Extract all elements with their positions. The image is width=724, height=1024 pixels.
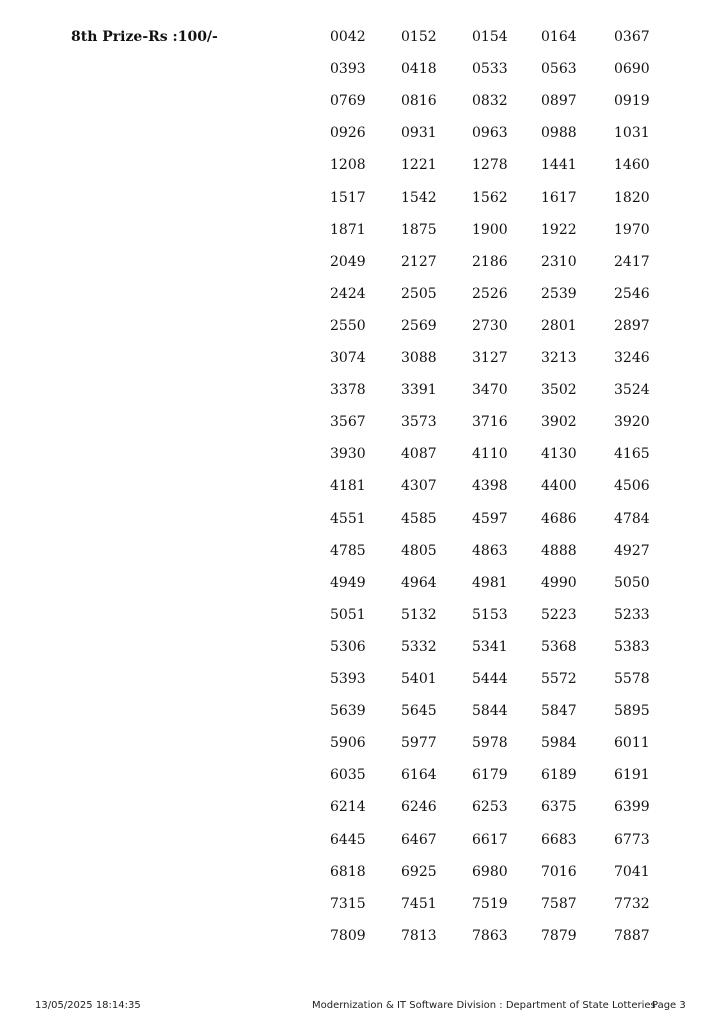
- winning-number: 5383: [614, 638, 650, 655]
- winning-number: 5223: [541, 606, 577, 623]
- winning-number: 6980: [472, 863, 508, 880]
- winning-number: 0690: [614, 61, 650, 78]
- winning-number: 7863: [472, 927, 508, 944]
- winning-number: 4181: [330, 478, 366, 495]
- winning-number: 5153: [472, 606, 508, 623]
- winning-number: 5906: [330, 735, 366, 752]
- winning-number: 2546: [614, 285, 650, 302]
- winning-number: 5977: [401, 735, 437, 752]
- winning-number: 3573: [401, 414, 437, 431]
- winning-number: 2730: [472, 317, 508, 334]
- winning-number: 5306: [330, 638, 366, 655]
- winning-number: 2417: [614, 253, 650, 270]
- print-timestamp: 13/05/2025 18:14:35: [35, 1000, 141, 1011]
- winning-number: 4990: [541, 574, 577, 591]
- winning-number: 5401: [401, 671, 437, 687]
- winning-number: 5444: [472, 671, 508, 687]
- winning-number: 4400: [541, 478, 577, 495]
- winning-number: 6683: [541, 831, 577, 848]
- winning-number: 1562: [472, 189, 508, 206]
- winning-number: 5645: [401, 703, 437, 720]
- winning-number: 6189: [541, 767, 577, 784]
- winning-number: 1922: [541, 221, 577, 238]
- winning-number: 3074: [330, 350, 366, 366]
- winning-number: 3502: [541, 382, 577, 399]
- winning-number: 0164: [541, 29, 577, 45]
- winning-number: 2127: [401, 253, 437, 270]
- winning-number: 7519: [472, 895, 508, 912]
- winning-number: 2186: [472, 253, 508, 270]
- winning-number: 7887: [614, 927, 650, 944]
- winning-number: 2539: [541, 285, 577, 302]
- winning-number: 3930: [330, 446, 366, 463]
- winning-number: 2897: [614, 317, 650, 334]
- winning-number: 0393: [330, 61, 366, 78]
- winning-number: 1517: [330, 189, 366, 206]
- winning-number: 6467: [401, 831, 437, 848]
- winning-number: 0563: [541, 61, 577, 78]
- winning-number: 3524: [614, 382, 650, 399]
- winning-number: 7041: [614, 863, 650, 880]
- winning-number: 7587: [541, 895, 577, 912]
- winning-number: 4307: [401, 478, 437, 495]
- winning-number: 3088: [401, 350, 437, 366]
- winning-number: 2526: [472, 285, 508, 302]
- winning-number: 4398: [472, 478, 508, 495]
- winning-number: 1460: [614, 157, 650, 174]
- winning-number: 4981: [472, 574, 508, 591]
- winning-number: 4130: [541, 446, 577, 463]
- winning-number: 5393: [330, 671, 366, 687]
- winning-number: 1221: [401, 157, 437, 174]
- winning-number: 6246: [401, 799, 437, 816]
- winning-number: 5978: [472, 735, 508, 752]
- winning-number: 5233: [614, 606, 650, 623]
- winning-number: 7879: [541, 927, 577, 944]
- winning-number: 2424: [330, 285, 366, 302]
- winning-number: 4551: [330, 510, 366, 527]
- winning-number: 0816: [401, 93, 437, 110]
- winning-number: 2550: [330, 317, 366, 334]
- winning-number: 4506: [614, 478, 650, 495]
- winning-number: 3378: [330, 382, 366, 399]
- winning-number: 0931: [401, 125, 437, 142]
- winning-number: 3213: [541, 350, 577, 366]
- winning-number: 0897: [541, 93, 577, 110]
- winning-number: 4585: [401, 510, 437, 527]
- winning-number: 0533: [472, 61, 508, 78]
- winning-number: 1031: [614, 125, 650, 142]
- winning-number: 3470: [472, 382, 508, 399]
- winning-number: 7813: [401, 927, 437, 944]
- winning-number: 5847: [541, 703, 577, 720]
- winning-number: 6011: [614, 735, 650, 752]
- winning-number: 6214: [330, 799, 366, 816]
- winning-number: 4165: [614, 446, 650, 463]
- winning-number: 4964: [401, 574, 437, 591]
- winning-number: 5051: [330, 606, 366, 623]
- winning-number: 6035: [330, 767, 366, 784]
- winning-number: 5572: [541, 671, 577, 687]
- winning-number: 1871: [330, 221, 366, 238]
- winning-number: 1208: [330, 157, 366, 174]
- winning-number: 6773: [614, 831, 650, 848]
- winning-number: 5332: [401, 638, 437, 655]
- page-number: Page 3: [652, 1000, 686, 1011]
- winning-number: 3391: [401, 382, 437, 399]
- winning-number: 0042: [330, 29, 366, 45]
- winning-number: 6253: [472, 799, 508, 816]
- winning-number: 6179: [472, 767, 508, 784]
- winning-number: 7809: [330, 927, 366, 944]
- winning-number: 4784: [614, 510, 650, 527]
- winning-number: 4686: [541, 510, 577, 527]
- winning-number: 2049: [330, 253, 366, 270]
- winning-number: 3567: [330, 414, 366, 431]
- winning-number: 5132: [401, 606, 437, 623]
- winning-number: 1875: [401, 221, 437, 238]
- winning-number: 0963: [472, 125, 508, 142]
- winning-number: 6617: [472, 831, 508, 848]
- winning-number: 3716: [472, 414, 508, 431]
- winning-number: 4863: [472, 542, 508, 559]
- winning-number: 2505: [401, 285, 437, 302]
- winning-number: 0988: [541, 125, 577, 142]
- winning-number: 1441: [541, 157, 577, 174]
- winning-number: 5844: [472, 703, 508, 720]
- winning-number: 0769: [330, 93, 366, 110]
- winning-number: 6818: [330, 863, 366, 880]
- winning-number: 0926: [330, 125, 366, 142]
- winning-number: 0919: [614, 93, 650, 110]
- winning-number: 5639: [330, 703, 366, 720]
- winning-number: 3920: [614, 414, 650, 431]
- winning-number: 2569: [401, 317, 437, 334]
- footer-division: Modernization & IT Software Division : Department of State Lotteries: [312, 1000, 656, 1011]
- winning-number: 0154: [472, 29, 508, 45]
- winning-number: 2801: [541, 317, 577, 334]
- winning-number: 3246: [614, 350, 650, 366]
- winning-number: 1970: [614, 221, 650, 238]
- winning-number: 4805: [401, 542, 437, 559]
- winning-number: 3902: [541, 414, 577, 431]
- winning-number: 3127: [472, 350, 508, 366]
- winning-number: 1900: [472, 221, 508, 238]
- winning-number: 5050: [614, 574, 650, 591]
- winning-number: 4597: [472, 510, 508, 527]
- winning-number: 5895: [614, 703, 650, 720]
- winning-number: 7732: [614, 895, 650, 912]
- winning-number: 0152: [401, 29, 437, 45]
- winning-number: 4888: [541, 542, 577, 559]
- winning-number: 1820: [614, 189, 650, 206]
- winning-number: 1542: [401, 189, 437, 206]
- winning-number: 7451: [401, 895, 437, 912]
- winning-number: 5578: [614, 671, 650, 687]
- winning-number: 5368: [541, 638, 577, 655]
- winning-number: 0832: [472, 93, 508, 110]
- winning-number: 6191: [614, 767, 650, 784]
- winning-number: 6399: [614, 799, 650, 816]
- winning-number: 6445: [330, 831, 366, 848]
- winning-number: 2310: [541, 253, 577, 270]
- winning-number: 4785: [330, 542, 366, 559]
- winning-number: 0367: [614, 29, 650, 45]
- winning-number: 4087: [401, 446, 437, 463]
- winning-number: 7315: [330, 895, 366, 912]
- winning-number: 0418: [401, 61, 437, 78]
- prize-title: 8th Prize-Rs :100/-: [71, 29, 218, 45]
- winning-number: 6375: [541, 799, 577, 816]
- winning-number: 6164: [401, 767, 437, 784]
- winning-number: 1278: [472, 157, 508, 174]
- winning-number: 4927: [614, 542, 650, 559]
- winning-number: 1617: [541, 189, 577, 206]
- winning-number: 5984: [541, 735, 577, 752]
- winning-number: 6925: [401, 863, 437, 880]
- winning-number: 5341: [472, 638, 508, 655]
- winning-number: 7016: [541, 863, 577, 880]
- winning-number: 4110: [472, 446, 508, 463]
- winning-number: 4949: [330, 574, 366, 591]
